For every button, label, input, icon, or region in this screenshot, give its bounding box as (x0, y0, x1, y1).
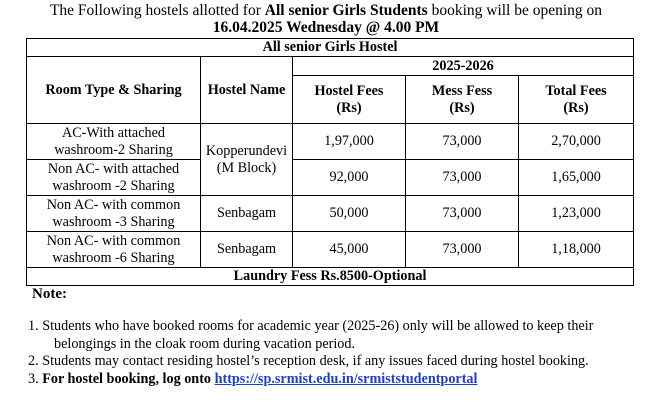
laundry-fees-row: Laundry Fess Rs.8500-Optional (27, 268, 634, 286)
hostel-fees-table (26, 38, 634, 286)
room-type-cell: Non AC- with common washroom -3 Sharing (27, 196, 201, 232)
total-fees-cell: 1,18,000 (519, 232, 634, 268)
mess-fees-cell: 73,000 (406, 196, 519, 232)
note-heading: Note: (32, 286, 67, 302)
room-type-cell: Non AC- with common washroom -6 Sharing (27, 232, 201, 268)
announcement-intro (0, 2, 652, 36)
room-type-cell: Non AC- with attached washroom -2 Sharing (27, 160, 201, 196)
hostel-fees-cell: 45,000 (293, 232, 406, 268)
hostel-fees-cell: 1,97,000 (293, 124, 406, 160)
hostel-name-cell: Senbagam (201, 232, 293, 268)
hostel-fees-cell: 92,000 (293, 160, 406, 196)
mess-fees-cell: 73,000 (406, 124, 519, 160)
col-header-hostel-name: Hostel Name (201, 57, 293, 124)
mess-fees-cell: 73,000 (406, 232, 519, 268)
table-row (27, 196, 634, 232)
note-item-3: 3. For hostel booking, log onto https://sp.srmist.edu.in/srmiststudentportal (28, 370, 478, 387)
total-fees-cell: 2,70,000 (519, 124, 634, 160)
col-header-total-fees: Total Fees (Rs) (519, 76, 634, 124)
hostel-name-cell: Kopperundevi (M Block) (201, 124, 293, 196)
note-item-2: 2. Students may contact residing hostel’s reception desk, if any issues faced during hostel booking. (28, 353, 589, 369)
intro-line-1: The Following hostels allotted for All senior Girls Students booking will be opening on (49, 2, 603, 19)
table-title: All senior Girls Hostel (27, 39, 634, 57)
academic-year-header: 2025-2026 (293, 57, 634, 76)
note-item-1: 1. Students who have booked rooms for academic year (2025-26) only will be allowed to keep their belongings in the cloak room during vacation period. (28, 318, 594, 352)
hostel-name-cell: Senbagam (201, 196, 293, 232)
total-fees-cell: 1,23,000 (519, 196, 634, 232)
table-row (27, 124, 634, 160)
intro-date-time: 16.04.2025 Wednesday @ 4.00 PM (212, 19, 440, 36)
room-type-cell: AC-With attached washroom-2 Sharing (27, 124, 201, 160)
hostel-fees-cell: 50,000 (293, 196, 406, 232)
notes-list (28, 318, 638, 388)
col-header-room-type: Room Type & Sharing (27, 57, 201, 124)
student-portal-link[interactable]: https://sp.srmist.edu.in/srmiststudentportal (214, 370, 478, 387)
total-fees-cell: 1,65,000 (519, 160, 634, 196)
col-header-hostel-fees: Hostel Fees (Rs) (293, 76, 406, 124)
mess-fees-cell: 73,000 (406, 160, 519, 196)
table-row (27, 232, 634, 268)
intro-bold-audience: All senior Girls Students (264, 2, 428, 19)
table-row (27, 160, 634, 196)
col-header-mess-fees: Mess Fess (Rs) (406, 76, 519, 124)
